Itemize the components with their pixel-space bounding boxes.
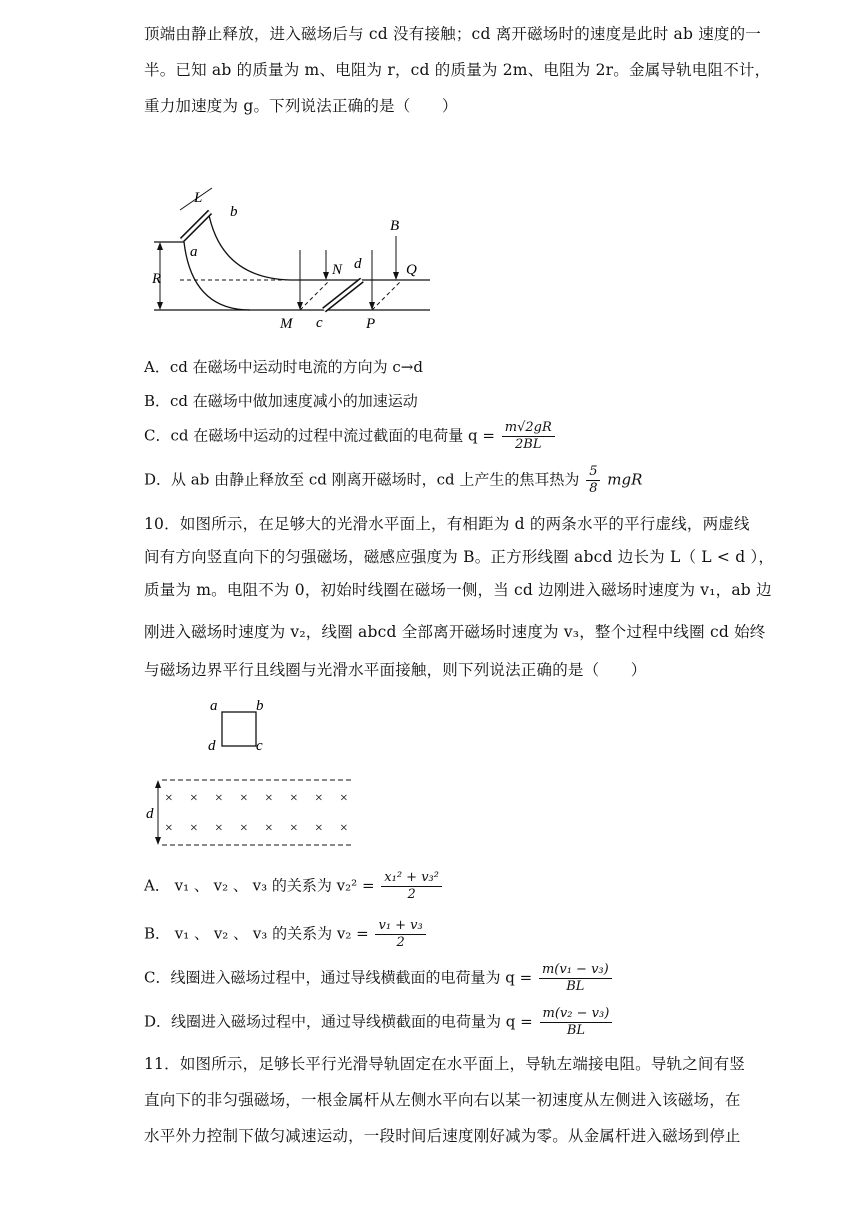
q10-text-line-2: 间有方向竖直向下的匀强磁场，磁感应强度为 B。正方形线圈 abcd 边长为 L（ L < d ）， bbox=[144, 548, 775, 566]
field-cross-mark: × bbox=[164, 791, 174, 806]
q10-option-b-denominator: 2 bbox=[396, 935, 405, 950]
q9-option-d-numerator: 5 bbox=[586, 464, 600, 481]
q10-field-crosses bbox=[164, 791, 348, 836]
q10-option-d bbox=[144, 1006, 614, 1039]
q9-option-c-numerator: m√2gR bbox=[502, 420, 555, 437]
q10-label-b: b bbox=[256, 698, 264, 714]
q10-option-b-fraction bbox=[375, 918, 425, 951]
q10-option-b-text: B． v₁ 、 v₂ 、 v₃ 的关系为 v₂ = bbox=[144, 924, 369, 943]
q10-option-d-fraction bbox=[540, 1006, 613, 1039]
field-cross-mark: × bbox=[289, 821, 299, 836]
q10-option-c-numerator: m(v₁ − v₃) bbox=[539, 962, 612, 979]
q10-text-line-4: 刚进入磁场时速度为 v₂，线圈 abcd 全部离开磁场时速度为 v₃，整个过程中线圈 cd 始终 bbox=[144, 623, 766, 641]
field-cross-mark: × bbox=[314, 821, 324, 836]
field-cross-mark: × bbox=[264, 791, 274, 806]
q10-option-b bbox=[144, 918, 428, 951]
q10-option-c-fraction bbox=[539, 962, 612, 995]
field-cross-mark: × bbox=[164, 821, 174, 836]
field-cross-mark: × bbox=[314, 791, 324, 806]
field-cross-mark: × bbox=[239, 791, 249, 806]
q9-option-c-denominator: 2BL bbox=[515, 437, 542, 452]
q9-label-d: d bbox=[354, 256, 362, 272]
q9-label-a: a bbox=[190, 244, 198, 260]
q10-option-c-text: C．线圈进入磁场过程中，通过导线横截面的电荷量为 q = bbox=[144, 968, 533, 987]
q9-option-d-denominator: 8 bbox=[589, 481, 598, 496]
q10-option-c-denominator: BL bbox=[566, 979, 585, 994]
field-cross-mark: × bbox=[264, 821, 274, 836]
q9-label-P: P bbox=[366, 316, 376, 332]
field-cross-mark: × bbox=[239, 821, 249, 836]
q9-label-B: B bbox=[390, 218, 400, 234]
q9-option-d-fraction bbox=[586, 464, 600, 497]
q10-text-line-1: 10．如图所示，在足够大的光滑水平面上，有相距为 d 的两条水平的平行虚线，两虚线 bbox=[144, 515, 750, 533]
field-cross-mark: × bbox=[339, 791, 349, 806]
q10-label-a: a bbox=[210, 698, 218, 714]
field-cross-mark: × bbox=[214, 821, 224, 836]
q10-option-c bbox=[144, 962, 614, 995]
q10-option-a-fraction bbox=[381, 870, 442, 903]
q10-option-a-denominator: 2 bbox=[407, 887, 416, 902]
q10-label-distance: d bbox=[146, 806, 154, 822]
q9-option-a: A．cd 在磁场中运动时电流的方向为 c→d bbox=[144, 358, 423, 376]
q9-option-d bbox=[144, 464, 642, 497]
q9-label-b: b bbox=[230, 204, 238, 220]
q10-option-a bbox=[144, 870, 444, 903]
q10-label-c: c bbox=[256, 738, 263, 754]
q11-text-line-2: 直向下的非匀强磁场，一根金属杆从左侧水平向右以某一初速度从左侧进入该磁场，在 bbox=[144, 1091, 741, 1109]
field-cross-mark: × bbox=[339, 821, 349, 836]
q9-label-Q: Q bbox=[406, 262, 417, 278]
q9-text-line-2: 半。已知 ab 的质量为 m、电阻为 r，cd 的质量为 2m、电阻为 2r。金属导轨电阻不计， bbox=[144, 61, 771, 79]
q9-option-b: B．cd 在磁场中做加速度减小的加速运动 bbox=[144, 392, 418, 410]
q11-text-line-1: 11．如图所示，足够长平行光滑导轨固定在水平面上，导轨左端接电阻。导轨之间有竖 bbox=[144, 1055, 746, 1073]
q10-option-a-text: A． v₁ 、 v₂ 、 v₃ 的关系为 v₂² = bbox=[144, 876, 375, 895]
q9-rail-diagram bbox=[140, 170, 440, 340]
q10-coil-field-diagram bbox=[140, 690, 380, 860]
q9-label-R: R bbox=[152, 271, 162, 287]
q10-label-d: d bbox=[208, 738, 216, 754]
q11-text-line-3: 水平外力控制下做匀减速运动，一段时间后速度刚好减为零。从金属杆进入磁场到停止 bbox=[144, 1127, 741, 1145]
q9-option-d-text: D．从 ab 由静止释放至 cd 刚离开磁场时，cd 上产生的焦耳热为 bbox=[144, 470, 580, 489]
field-cross-mark: × bbox=[289, 791, 299, 806]
q9-option-d-tail: mgR bbox=[607, 470, 643, 489]
q10-option-d-denominator: BL bbox=[566, 1023, 585, 1038]
q10-option-d-text: D．线圈进入磁场过程中，通过导线横截面的电荷量为 q = bbox=[144, 1012, 533, 1031]
q10-text-line-5: 与磁场边界平行且线圈与光滑水平面接触，则下列说法正确的是（ ） bbox=[144, 661, 647, 679]
field-cross-mark: × bbox=[189, 791, 199, 806]
field-cross-mark: × bbox=[189, 821, 199, 836]
q9-text-line-1: 顶端由静止释放，进入磁场后与 cd 没有接触；cd 离开磁场时的速度是此时 ab 速度的一 bbox=[144, 25, 762, 43]
q9-text-line-3: 重力加速度为 g。下列说法正确的是（ ） bbox=[144, 97, 458, 115]
q9-option-c bbox=[144, 420, 557, 453]
q10-option-a-numerator: x₁² + v₃² bbox=[381, 870, 442, 887]
q9-option-c-text: C．cd 在磁场中运动的过程中流过截面的电荷量 q = bbox=[144, 426, 495, 445]
q10-option-d-numerator: m(v₂ − v₃) bbox=[540, 1006, 613, 1023]
q9-label-c: c bbox=[316, 315, 323, 331]
q9-label-L: L bbox=[194, 190, 203, 206]
q9-option-c-fraction bbox=[502, 420, 555, 453]
q10-option-b-numerator: v₁ + v₃ bbox=[375, 918, 425, 935]
q9-label-N: N bbox=[332, 262, 343, 278]
q10-text-line-3: 质量为 m。电阻不为 0，初始时线圈在磁场一侧，当 cd 边刚进入磁场时速度为 v₁，ab 边 bbox=[144, 581, 772, 599]
field-cross-mark: × bbox=[214, 791, 224, 806]
q9-label-M: M bbox=[280, 316, 293, 332]
